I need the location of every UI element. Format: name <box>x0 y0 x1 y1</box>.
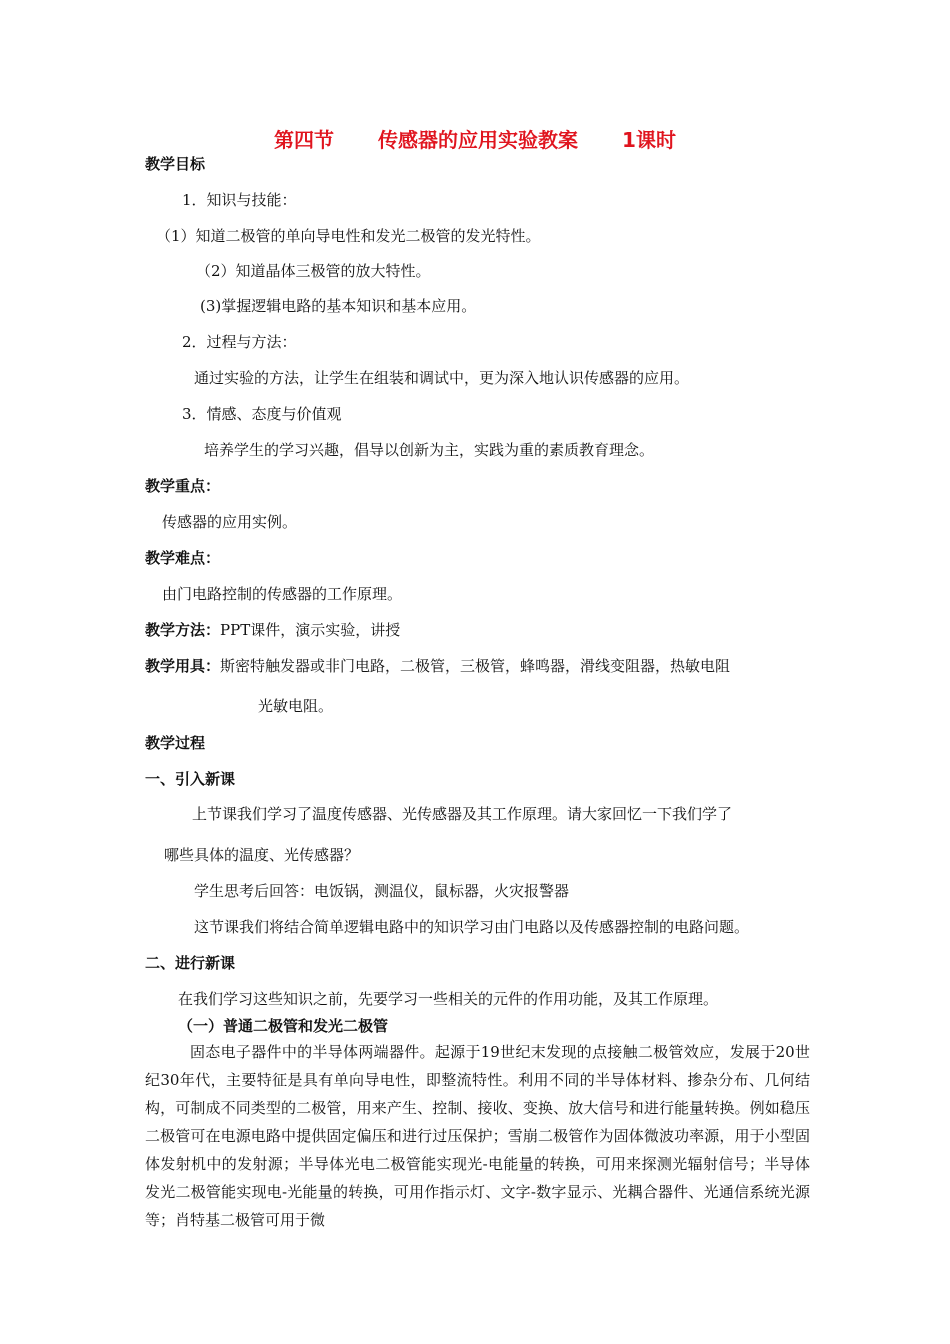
method-text: PPT课件，演示实验，讲授 <box>220 621 401 639</box>
tools-line <box>145 656 730 676</box>
document-title <box>0 124 950 153</box>
difficulty-text: 由门电路控制的传感器的工作原理。 <box>162 585 403 603</box>
goals-heading: 教学目标 <box>145 155 206 173</box>
intro-heading: 一、引入新课 <box>145 770 236 788</box>
new-lesson-text: 在我们学习这些知识之前，先要学习一些相关的元件的作用功能，及其工作原理。 <box>178 990 719 1008</box>
title-section: 第四节 <box>274 128 335 152</box>
process-method-heading: 2．过程与方法： <box>182 333 297 351</box>
knowledge-item-2: （2）知道晶体三极管的放大特性。 <box>196 262 431 280</box>
knowledge-heading: 1．知识与技能： <box>182 191 297 209</box>
intro-text-2: 哪些具体的温度、光传感器？ <box>164 846 360 864</box>
intro-text-1: 上节课我们学习了温度传感器、光传感器及其工作原理。请大家回忆一下我们学了 <box>192 805 733 823</box>
knowledge-item-3: (3)掌握逻辑电路的基本知识和基本应用。 <box>200 297 477 315</box>
diode-heading: （一）普通二极管和发光二极管 <box>178 1017 389 1035</box>
difficulty-heading: 教学难点： <box>145 549 221 567</box>
title-period: 1课时 <box>622 128 676 152</box>
new-lesson-heading: 二、进行新课 <box>145 954 236 972</box>
tools-heading: 教学用具： <box>145 657 221 675</box>
emotion-heading: 3．情感、态度与价值观 <box>182 405 342 423</box>
title-name: 传感器的应用实验教案 <box>378 128 579 152</box>
key-point-text: 传感器的应用实例。 <box>162 513 298 531</box>
emotion-text: 培养学生的学习兴趣，倡导以创新为主，实践为重的素质教育理念。 <box>204 441 655 459</box>
knowledge-item-1: （1）知道二极管的单向导电性和发光二极管的发光特性。 <box>156 227 541 245</box>
process-method-text: 通过实验的方法，让学生在组装和调试中，更为深入地认识传感器的应用。 <box>194 369 690 387</box>
tools-text-continued: 光敏电阻。 <box>258 697 334 715</box>
key-point-heading: 教学重点： <box>145 477 221 495</box>
intro-text-3: 学生思考后回答：电饭锅，测温仪，鼠标器，火灾报警器 <box>194 882 570 900</box>
diode-paragraph: 固态电子器件中的半导体两端器件。起源于19世纪末发现的点接触二极管效应，发展于20世纪30年代，主要特征是具有单向导电性，即整流特性。利用不同的半导体材料、掺杂分布、几何结构，可制成不同类型的二极管，用来产生、控制、接收、变换、放大信号和进行能量转换。例如稳压二极管可在电源电路中提供固定偏压和进行过压保护；雪崩二极管作为固体微波功率源，用于小型固体发射机中的发射源；半导体光电二极管能实现光-电能量的转换，可用来探测光辐射信号；半导体发光二极管能实现电-光能量的转换，可用作指示灯、文字-数字显示、光耦合器件、光通信系统光源等；肖特基二极管可用于微 <box>145 1043 810 1229</box>
method-line <box>145 620 400 640</box>
intro-text-4: 这节课我们将结合简单逻辑电路中的知识学习由门电路以及传感器控制的电路问题。 <box>194 918 750 936</box>
method-heading: 教学方法： <box>145 621 221 639</box>
tools-text: 斯密特触发器或非门电路，二极管，三极管，蜂鸣器，滑线变阻器，热敏电阻 <box>220 657 731 675</box>
process-heading: 教学过程 <box>145 734 206 752</box>
